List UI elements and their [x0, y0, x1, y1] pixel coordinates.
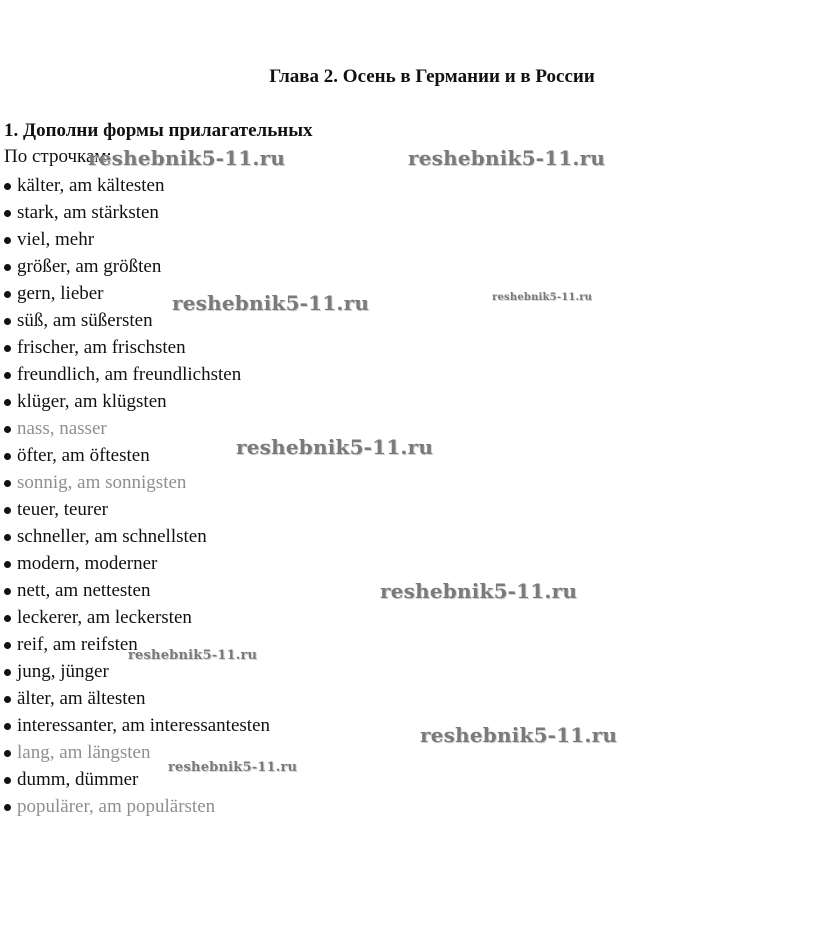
- list-item-text: klüger, am klügsten: [17, 390, 167, 412]
- page-title: Глава 2. Осень в Германии и в России: [269, 66, 595, 87]
- bullet-icon: [4, 183, 11, 190]
- bullet-icon: [4, 561, 11, 568]
- bullet-icon: [4, 804, 11, 811]
- list-item-text: größer, am größten: [17, 255, 162, 277]
- list-item-text: süß, am süßersten: [17, 309, 153, 331]
- list-item: [4, 604, 270, 631]
- list-item: [4, 226, 270, 253]
- list-item: [4, 253, 270, 280]
- list-item-text: nett, am nettesten: [17, 579, 151, 601]
- list-item: [4, 550, 270, 577]
- watermark: reshebnik5-11.ru: [172, 291, 370, 315]
- bullet-icon: [4, 669, 11, 676]
- list-item-text: nass, nasser: [17, 417, 107, 439]
- bullet-icon: [4, 696, 11, 703]
- list-item: [4, 415, 270, 442]
- list-item-text: öfter, am öftesten: [17, 444, 150, 466]
- list-item-text: dumm, dümmer: [17, 768, 139, 790]
- bullet-icon: [4, 264, 11, 271]
- bullet-icon: [4, 453, 11, 460]
- list-item: [4, 334, 270, 361]
- list-item: [4, 199, 270, 226]
- list-item: [4, 523, 270, 550]
- bullet-icon: [4, 345, 11, 352]
- list-item: [4, 712, 270, 739]
- bullet-icon: [4, 372, 11, 379]
- list-item: [4, 793, 270, 820]
- bullet-icon: [4, 318, 11, 325]
- list-item-text: schneller, am schnellsten: [17, 525, 207, 547]
- bullet-icon: [4, 534, 11, 541]
- bullet-icon: [4, 588, 11, 595]
- list-item-text: sonnig, am sonnigsten: [17, 471, 187, 493]
- list-item-text: freundlich, am freundlichsten: [17, 363, 242, 385]
- bullet-icon: [4, 723, 11, 730]
- bullet-icon: [4, 750, 11, 757]
- list-item-text: gern, lieber: [17, 282, 104, 304]
- bullet-icon: [4, 480, 11, 487]
- bullet-icon: [4, 237, 11, 244]
- list-item-text: teuer, teurer: [17, 498, 109, 520]
- watermark: reshebnik5-11.ru: [128, 648, 258, 663]
- list-item: [4, 172, 270, 199]
- list-item-text: populärer, am populärsten: [17, 795, 216, 817]
- list-item-text: reif, am reifsten: [17, 633, 138, 655]
- list-item-text: viel, mehr: [17, 228, 95, 250]
- watermark: reshebnik5-11.ru: [380, 579, 578, 603]
- list-item-text: kälter, am kältesten: [17, 174, 165, 196]
- list-item: [4, 442, 270, 469]
- bullet-icon: [4, 777, 11, 784]
- list-item-text: interessanter, am interessantesten: [17, 714, 271, 736]
- list-item-text: frischer, am frischsten: [17, 336, 186, 358]
- list-item: [4, 388, 270, 415]
- watermark: reshebnik5-11.ru: [492, 292, 593, 303]
- list-item-text: lang, am längsten: [17, 741, 151, 763]
- list-item: [4, 469, 270, 496]
- bullet-icon: [4, 615, 11, 622]
- list-item-text: älter, am ältesten: [17, 687, 146, 709]
- task-hint: По строчкам:: [4, 146, 112, 167]
- bullet-icon: [4, 210, 11, 217]
- list-item: [4, 361, 270, 388]
- list-item: [4, 496, 270, 523]
- watermark: reshebnik5-11.ru: [420, 723, 618, 747]
- bullet-icon: [4, 426, 11, 433]
- list-item: [4, 685, 270, 712]
- watermark: reshebnik5-11.ru: [168, 760, 298, 775]
- answer-list: [4, 172, 270, 820]
- list-item: [4, 577, 270, 604]
- watermark: reshebnik5-11.ru: [236, 435, 434, 459]
- list-item-text: jung, jünger: [17, 660, 109, 682]
- bullet-icon: [4, 291, 11, 298]
- task-heading: 1. Дополни формы прилагательных: [4, 120, 313, 141]
- bullet-icon: [4, 399, 11, 406]
- watermark: reshebnik5-11.ru: [408, 146, 606, 170]
- bullet-icon: [4, 507, 11, 514]
- list-item-text: leckerer, am leckersten: [17, 606, 192, 628]
- list-item-text: modern, moderner: [17, 552, 158, 574]
- watermark: reshebnik5-11.ru: [88, 146, 286, 170]
- bullet-icon: [4, 642, 11, 649]
- list-item-text: stark, am stärksten: [17, 201, 159, 223]
